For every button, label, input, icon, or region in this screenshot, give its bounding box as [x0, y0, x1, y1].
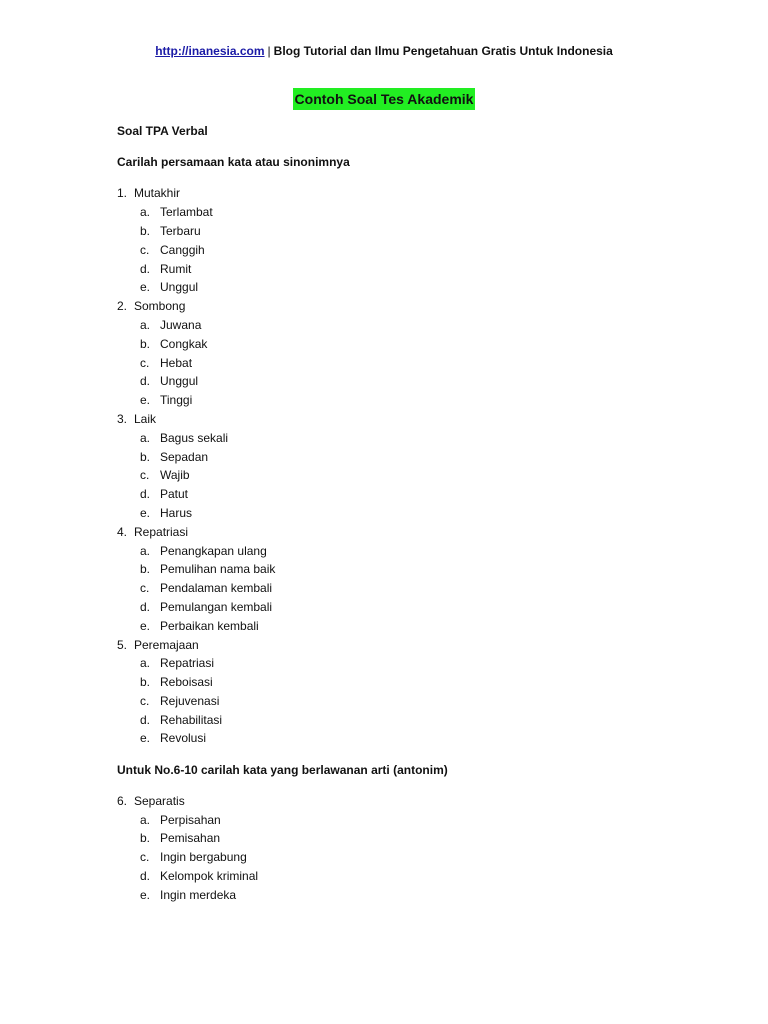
option-text: Reboisasi [160, 675, 213, 690]
answer-option [117, 711, 737, 730]
option-letter: e. [140, 731, 151, 746]
option-text: Pemulihan nama baik [160, 562, 276, 577]
answer-option [117, 886, 737, 905]
option-text: Unggul [160, 280, 199, 295]
question-word: Peremajaan [134, 637, 199, 652]
answer-option [117, 335, 737, 354]
option-letter: a. [140, 656, 151, 671]
option-text: Rumit [160, 261, 192, 276]
answer-option [117, 829, 737, 848]
answer-option [117, 729, 737, 748]
option-text: Pemulangan kembali [160, 599, 273, 614]
option-text: Wajib [160, 468, 190, 483]
question-line [117, 636, 737, 655]
answer-option [117, 391, 737, 410]
answer-option [117, 579, 737, 598]
option-text: Kelompok kriminal [160, 869, 259, 884]
option-text: Sepadan [160, 449, 209, 464]
option-letter: a. [140, 812, 151, 827]
option-letter: b. [140, 449, 151, 464]
option-text: Bagus sekali [160, 430, 229, 445]
question-word: Sombong [134, 299, 186, 314]
option-text: Rejuvenasi [160, 693, 220, 708]
answer-option [117, 504, 737, 523]
option-text: Hebat [160, 355, 193, 370]
option-text: Unggul [160, 374, 199, 389]
option-letter: a. [140, 543, 151, 558]
answer-option [117, 241, 737, 260]
option-text: Harus [160, 505, 193, 520]
option-text: Perbaikan kembali [160, 618, 259, 633]
answer-option [117, 316, 737, 335]
question-line [117, 523, 737, 542]
option-letter: b. [140, 562, 151, 577]
question-word: Mutakhir [134, 186, 181, 201]
question-list-synonym [117, 184, 737, 748]
question-word: Separatis [134, 793, 185, 808]
answer-option [117, 448, 737, 467]
option-letter: c. [140, 693, 150, 708]
answer-option [117, 542, 737, 561]
question-word: Laik [134, 411, 157, 426]
option-letter: e. [140, 887, 151, 902]
question-number: 2. [117, 299, 128, 314]
section-heading: Soal TPA Verbal [117, 124, 208, 138]
option-letter: b. [140, 675, 151, 690]
option-text: Pendalaman kembali [160, 581, 273, 596]
answer-option [117, 203, 737, 222]
option-letter: d. [140, 712, 151, 727]
option-text: Revolusi [160, 731, 207, 746]
option-letter: e. [140, 618, 151, 633]
question-item [117, 297, 737, 410]
option-text: Perpisahan [160, 812, 221, 827]
answer-option [117, 466, 737, 485]
answer-option [117, 654, 737, 673]
antonym-instruction: Untuk No.6-10 carilah kata yang berlawanan arti (antonim) [117, 762, 448, 777]
option-letter: c. [140, 581, 150, 596]
document-title: Contoh Soal Tes Akademik [293, 88, 476, 110]
option-text: Congkak [160, 336, 208, 351]
option-text: Pemisahan [160, 831, 221, 846]
question-number: 3. [117, 411, 128, 426]
option-letter: e. [140, 280, 151, 295]
question-item [117, 184, 737, 297]
option-letter: b. [140, 831, 151, 846]
header-separator: | [267, 44, 271, 58]
option-text: Penangkapan ulang [160, 543, 267, 558]
option-text: Ingin merdeka [160, 887, 237, 902]
answer-option [117, 811, 737, 830]
question-number: 6. [117, 793, 128, 808]
question-item [117, 523, 737, 636]
answer-option [117, 429, 737, 448]
question-line [117, 184, 737, 203]
answer-option [117, 260, 737, 279]
answer-option [117, 848, 737, 867]
option-letter: d. [140, 374, 151, 389]
answer-option [117, 598, 737, 617]
question-item [117, 792, 737, 905]
question-line [117, 297, 737, 316]
option-letter: b. [140, 223, 151, 238]
option-letter: d. [140, 869, 151, 884]
question-number: 5. [117, 637, 128, 652]
answer-option [117, 617, 737, 636]
option-letter: e. [140, 505, 151, 520]
document-content [117, 122, 737, 905]
question-item [117, 410, 737, 523]
answer-option [117, 372, 737, 391]
option-letter: d. [140, 487, 151, 502]
title-container [0, 88, 768, 110]
question-number: 4. [117, 524, 128, 539]
option-text: Juwana [160, 317, 202, 332]
question-number: 1. [117, 186, 128, 201]
answer-option [117, 354, 737, 373]
site-link[interactable]: http://inanesia.com [155, 44, 265, 58]
option-letter: c. [140, 355, 150, 370]
option-text: Ingin bergabung [160, 850, 247, 865]
answer-option [117, 673, 737, 692]
option-text: Rehabilitasi [160, 712, 223, 727]
option-letter: a. [140, 430, 151, 445]
option-text: Patut [160, 487, 189, 502]
option-letter: e. [140, 393, 151, 408]
option-letter: a. [140, 317, 151, 332]
option-letter: c. [140, 468, 150, 483]
question-list-antonym [117, 792, 737, 905]
option-text: Repatriasi [160, 656, 215, 671]
question-word: Repatriasi [134, 524, 189, 539]
answer-option [117, 560, 737, 579]
synonym-instruction: Carilah persamaan kata atau sinonimnya [117, 155, 350, 170]
question-line [117, 410, 737, 429]
option-letter: c. [140, 242, 150, 257]
option-text: Terlambat [160, 205, 213, 220]
option-letter: a. [140, 205, 151, 220]
option-letter: d. [140, 599, 151, 614]
option-letter: c. [140, 850, 150, 865]
header-tagline: Blog Tutorial dan Ilmu Pengetahuan Gratis Untuk Indonesia [273, 44, 613, 58]
question-item [117, 636, 737, 749]
answer-option [117, 278, 737, 297]
answer-option [117, 692, 737, 711]
option-letter: d. [140, 261, 151, 276]
answer-option [117, 485, 737, 504]
option-text: Terbaru [160, 223, 201, 238]
question-line [117, 792, 737, 811]
option-text: Tinggi [160, 393, 193, 408]
option-text: Canggih [160, 242, 205, 257]
answer-option [117, 867, 737, 886]
page-header [0, 43, 768, 59]
option-letter: b. [140, 336, 151, 351]
answer-option [117, 222, 737, 241]
